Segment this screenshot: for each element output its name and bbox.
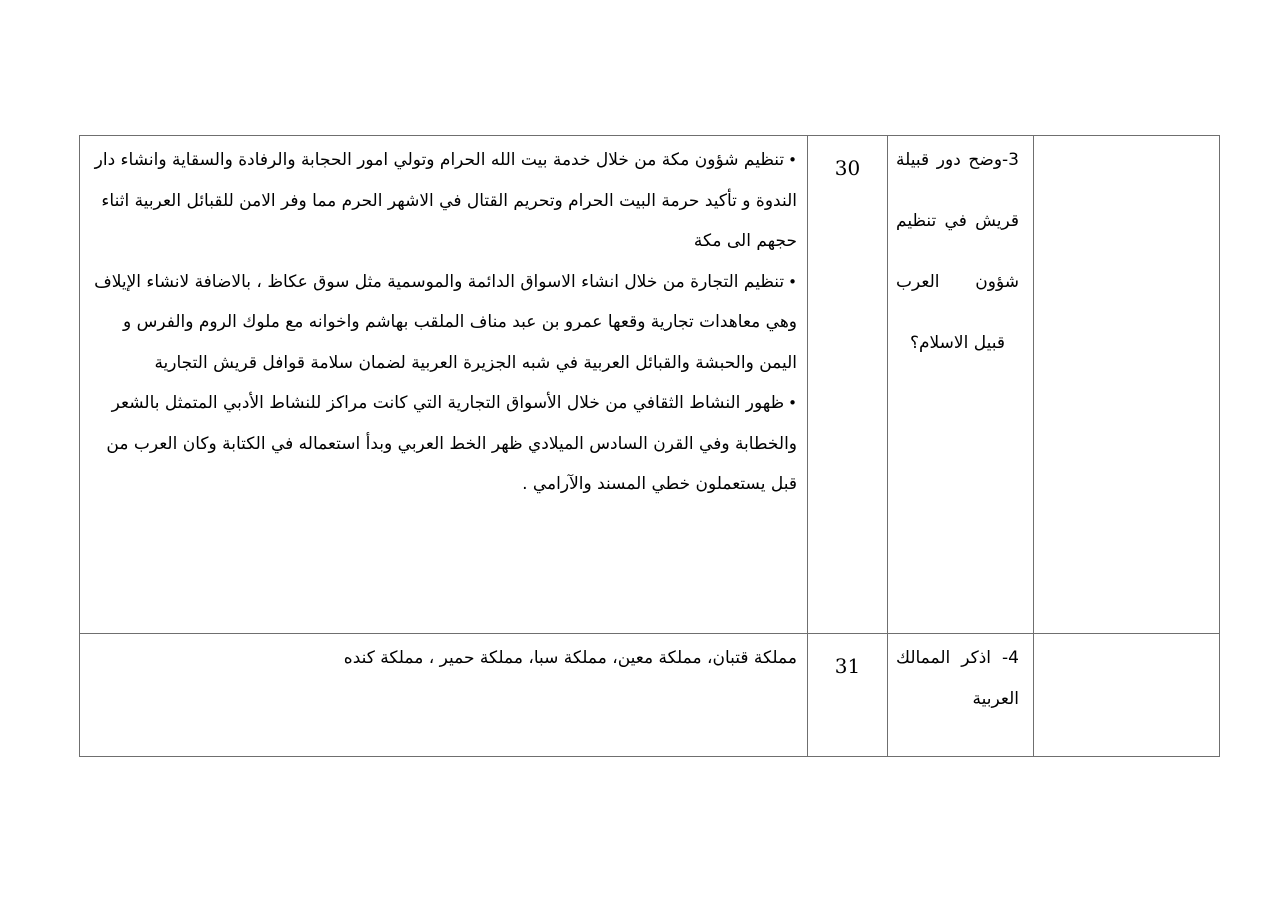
question-number [808,634,888,757]
bullet-icon: • [788,394,797,412]
question-text: 4- اذكر الممالك العربية [896,648,1019,709]
bullet-icon: • [788,272,797,291]
answer-text: مملكة قتبان، مملكة معين، مملكة سبا، مملكة حمير ، مملكة كنده [343,648,797,668]
answer-point-text: ظهور النشاط الثقافي من خلال الأسواق التجارية التي كانت مراكز للنشاط الأدبي المتمثل بالشعر والخطابة وفي القرن السادس الميلادي ظهر الخط العربي وبدأ استعماله في الكتابة وكان العرب من قبل يستعملون خطي المسند والآرامي . [106,393,797,494]
answer-point-text: تنظيم شؤون مكة من خلال خدمة بيت الله الحرام وتولي امور الحجابة والرفادة والسقاية وانشاء دار الندوة و تأكيد حرمة البيت الحرام وتحريم القتال في الاشهر الحرم مما وفر الامن للقبائل العربية اثناء حجهم الى مكة [94,150,797,251]
question-number-text: 30 [834,156,861,180]
question-number [808,136,888,634]
question-number-text: 31 [834,654,861,678]
bullet-icon: • [788,151,797,169]
answer-point [88,140,797,262]
answer-cell [80,136,808,634]
answer-table [79,135,1220,757]
question-cell [888,634,1034,757]
table-row [80,634,1220,757]
table-row [80,136,1220,634]
question-text: 3-وضح دور قبيلة قريش في تنظيم شؤون العرب قبيل الاسلام؟ [896,150,1019,353]
question-cell [888,136,1034,634]
answer-point-text: تنظيم التجارة من خلال انشاء الاسواق الدائمة والموسمية مثل سوق عكاظ ، بالاضافة لانشاء الإيلاف وهي معاهدات تجارية وقعها عمرو بن عبد مناف الملقب بهاشم واخوانه مع ملوك الروم والفرس و اليمن والحبشة والقبائل العربية في شبه الجزيرة العربية لضمان سلامة قوافل قريش التجارية [94,271,797,373]
answer-cell [80,634,808,757]
answer-point [88,262,797,384]
answer-body [80,136,807,505]
empty-cell [1034,136,1220,634]
answer-point [88,383,797,505]
empty-cell [1034,634,1220,757]
